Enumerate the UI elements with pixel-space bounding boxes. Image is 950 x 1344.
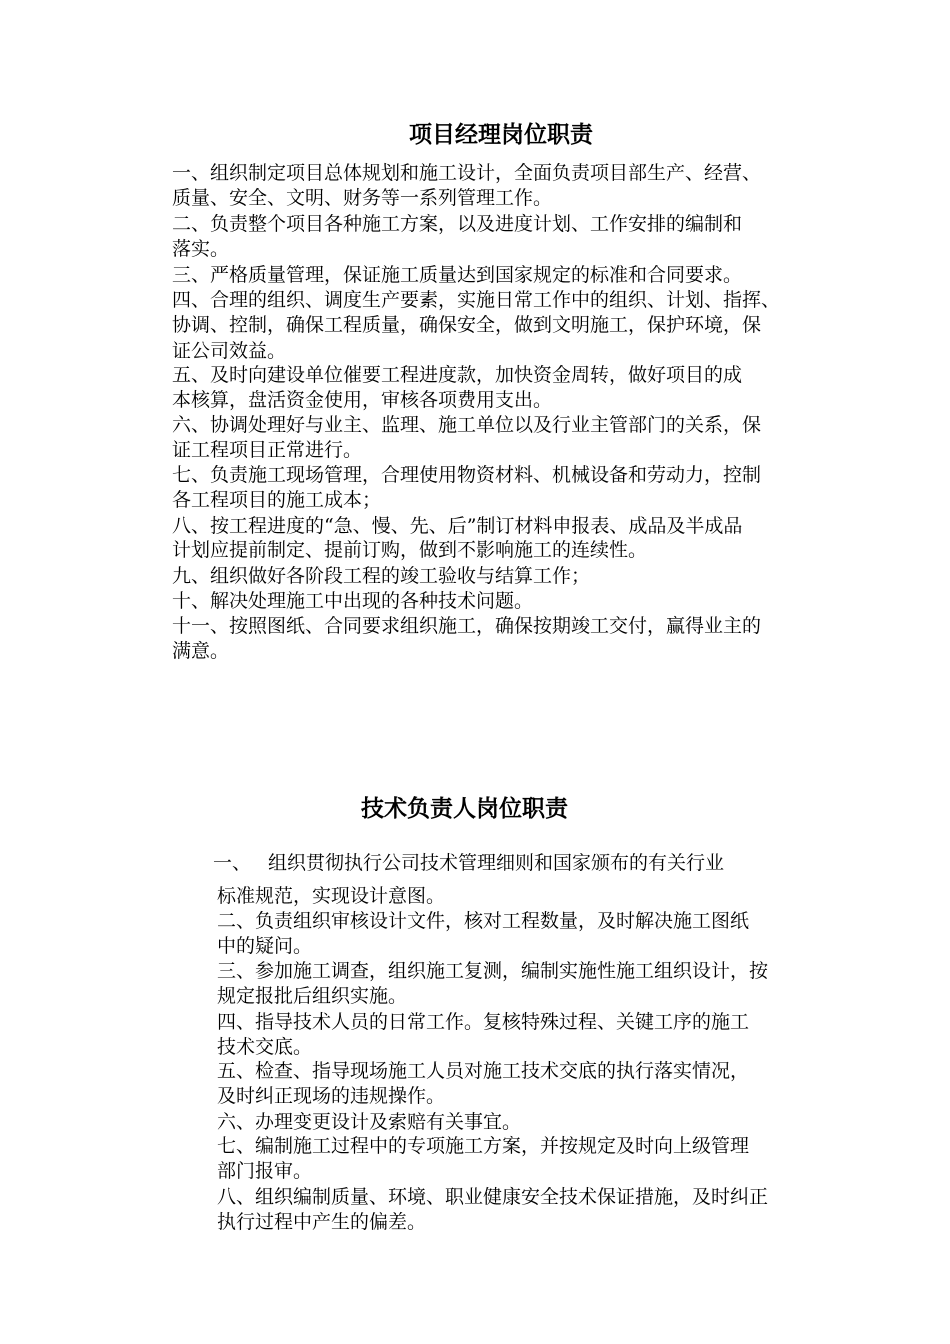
section-title-technical-lead: 技术负责人岗位职责: [361, 795, 568, 822]
body-line: 部门报审。: [217, 1160, 313, 1182]
body-line: 五、及时向建设单位催要工程进度款，加快资金周转，做好项目的成: [172, 364, 743, 386]
body-line: 四、指导技术人员的日常工作。复核特殊过程、关键工序的施工: [217, 1011, 750, 1033]
body-line: 一、组织制定项目总体规划和施工设计，全面负责项目部生产、经营、: [172, 162, 762, 184]
body-line: 九、组织做好各阶段工程的竣工验收与结算工作；: [172, 565, 591, 587]
body-line: 中的疑问。: [217, 935, 313, 957]
body-line: 组织贯彻执行公司技术管理细则和国家颁布的有关行业: [268, 852, 725, 874]
body-line: 七、编制施工过程中的专项施工方案，并按规定及时向上级管理: [217, 1135, 750, 1157]
body-line: 协调、控制，确保工程质量，确保安全，做到文明施工，保护环境，保: [172, 314, 762, 336]
body-line: 落实。: [172, 238, 230, 260]
body-line: 证工程项目正常进行。: [172, 439, 363, 461]
body-line: 质量、安全、文明、财务等一系列管理工作。: [172, 187, 553, 209]
section-title-project-manager: 项目经理岗位职责: [409, 121, 593, 148]
body-line: 三、参加施工调查，组织施工复测，编制实施性施工组织设计，按: [217, 960, 769, 982]
body-line: 技术交底。: [217, 1036, 313, 1058]
body-line: 十、解决处理施工中出现的各种技术问题。: [172, 590, 534, 612]
body-line: 本核算，盘活资金使用，审核各项费用支出。: [172, 389, 553, 411]
body-line: 二、负责组织审核设计文件，核对工程数量，及时解决施工图纸: [217, 910, 750, 932]
body-line: 规定报批后组织实施。: [217, 985, 408, 1007]
body-line: 执行过程中产生的偏差。: [217, 1211, 427, 1233]
body-line: 六、协调处理好与业主、监理、施工单位以及行业主管部门的关系，保: [172, 414, 762, 436]
body-line: 八、按工程进度的“急、慢、先、后”制订材料申报表、成品及半成品: [172, 515, 743, 537]
body-line: 八、组织编制质量、环境、职业健康安全技术保证措施，及时纠正: [217, 1186, 769, 1208]
body-line: 七、负责施工现场管理，合理使用物资材料、机械设备和劳动力，控制: [172, 464, 762, 486]
body-line: 标准规范，实现设计意图。: [217, 885, 446, 907]
body-line: 五、检查、指导现场施工人员对施工技术交底的执行落实情况，: [217, 1060, 750, 1082]
body-line: 证公司效益。: [172, 340, 287, 362]
body-line: 二、负责整个项目各种施工方案，以及进度计划、工作安排的编制和: [172, 213, 743, 235]
body-line: 三、严格质量管理，保证施工质量达到国家规定的标准和合同要求。: [172, 264, 743, 286]
list-number: 一、: [213, 852, 252, 874]
body-line: 六、办理变更设计及索赔有关事宜。: [217, 1111, 522, 1133]
body-line: 满意。: [172, 640, 230, 662]
body-line: 计划应提前制定、提前订购，做到不影响施工的连续性。: [172, 539, 648, 561]
body-line: 及时纠正现场的违规操作。: [217, 1085, 446, 1107]
body-line: 四、合理的组织、调度生产要素，实施日常工作中的组织、计划、指挥、: [172, 289, 781, 311]
body-line: 十一、按照图纸、合同要求组织施工，确保按期竣工交付，赢得业主的: [172, 615, 762, 637]
body-line: 各工程项目的施工成本；: [172, 489, 382, 511]
